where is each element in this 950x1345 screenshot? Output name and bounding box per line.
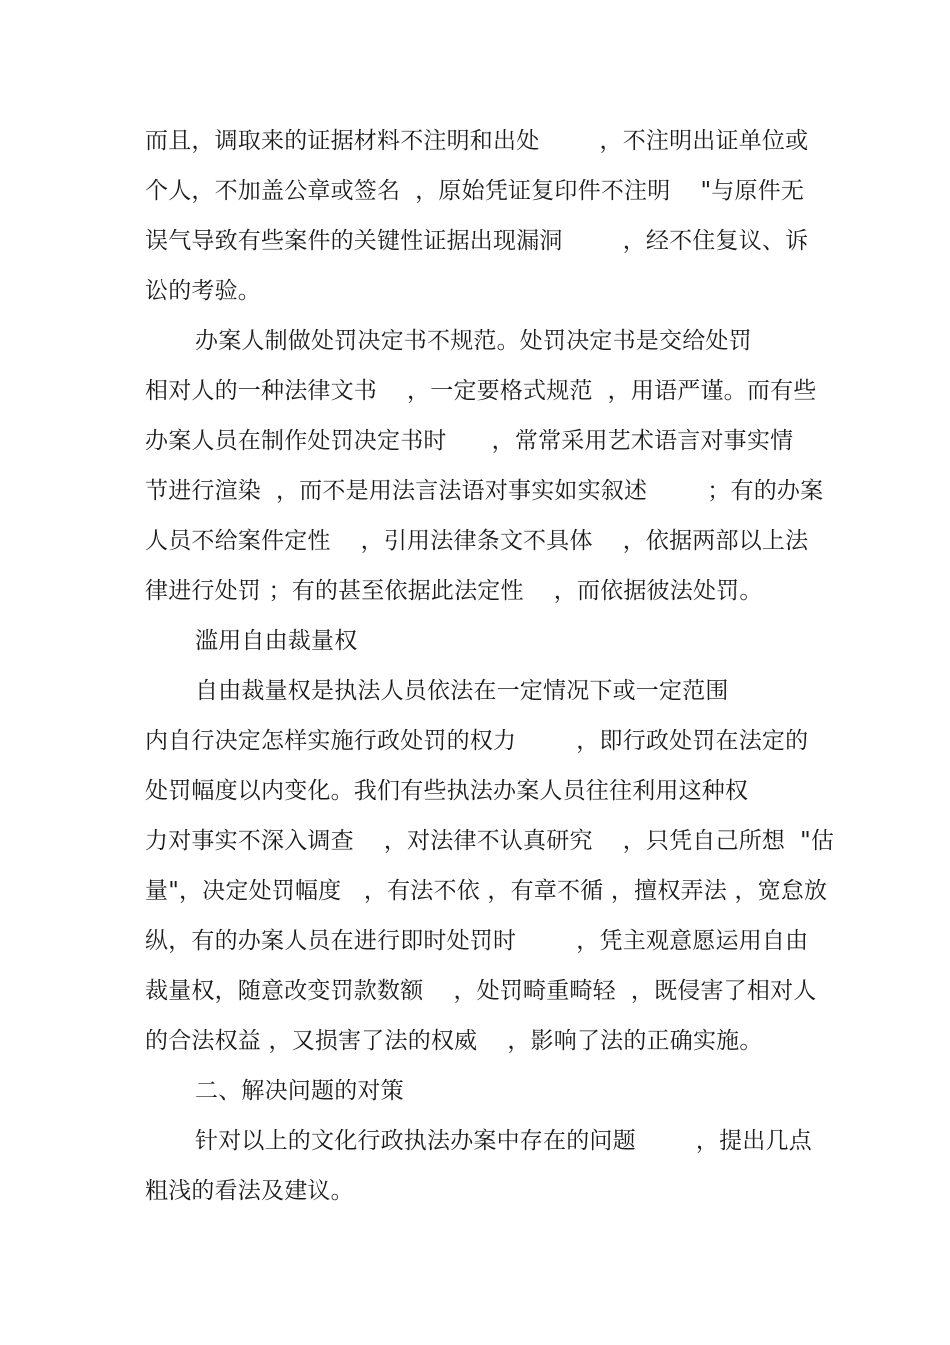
text-line: 内自行决定怎样实施行政处罚的权力 ，即行政处罚在法定的 (145, 728, 809, 754)
section-heading: 滥用自由裁量权 (195, 628, 358, 654)
text-line: 纵，有的办案人员在进行即时处罚时 ，凭主观意愿运用自由 (145, 928, 809, 954)
paragraph-start-line: 办案人制做处罚决定书不规范。处罚决定书是交给处罚 (195, 328, 752, 354)
text-line: 律进行处罚 ；有的甚至依据此法定性 ，而依据彼法处罚。 (145, 578, 763, 604)
text-line: 而且，调取来的证据材料不注明和出处 ，不注明出证单位或 (145, 128, 809, 154)
text-line: 裁量权，随意改变罚款数额 ，处罚畸重畸轻 ，既侵害了相对人 (145, 978, 817, 1004)
text-line: 办案人员在制作处罚决定书时 ，常常采用艺术语言对事实情 (145, 428, 794, 454)
text-line: 讼的考验。 (145, 278, 261, 304)
text-line: 节进行渲染 ，而不是用法言法语对事实如实叙述 ；有的办案 (145, 478, 824, 504)
text-line: 量"，决定处罚幅度 ，有法不依 ，有章不循 ，擅权弄法 ，宽怠放 (145, 878, 828, 904)
paragraph-start-line: 自由裁量权是执法人员依法在一定情况下或一定范围 (195, 678, 729, 704)
text-line: 处罚幅度以内变化。我们有些执法办案人员往往利用这种权 (145, 778, 749, 804)
paragraph-start-line: 针对以上的文化行政执法办案中存在的问题 ，提出几点 (195, 1128, 812, 1154)
text-line: 误气导致有些案件的关键性证据出现漏洞 ，经不住复议、诉 (145, 228, 809, 254)
text-line: 的合法权益 ，又损害了法的权威 ，影响了法的正确实施。 (145, 1028, 763, 1054)
section-heading: 二、解决问题的对策 (195, 1078, 404, 1104)
text-line: 相对人的一种法律文书 ，一定要格式规范 ，用语严谨。而有些 (145, 378, 817, 404)
text-line: 力对事实不深入调查 ，对法律不认真研究 ，只凭自己所想 "估 (145, 828, 835, 854)
text-line: 个人，不加盖公章或签名 ，原始凭证复印件不注明 "与原件无 (145, 178, 805, 204)
text-line: 粗浅的看法及建议。 (145, 1178, 354, 1204)
text-line: 人员不给案件定性 ，引用法律条文不具体 ，依据两部以上法 (145, 528, 809, 554)
